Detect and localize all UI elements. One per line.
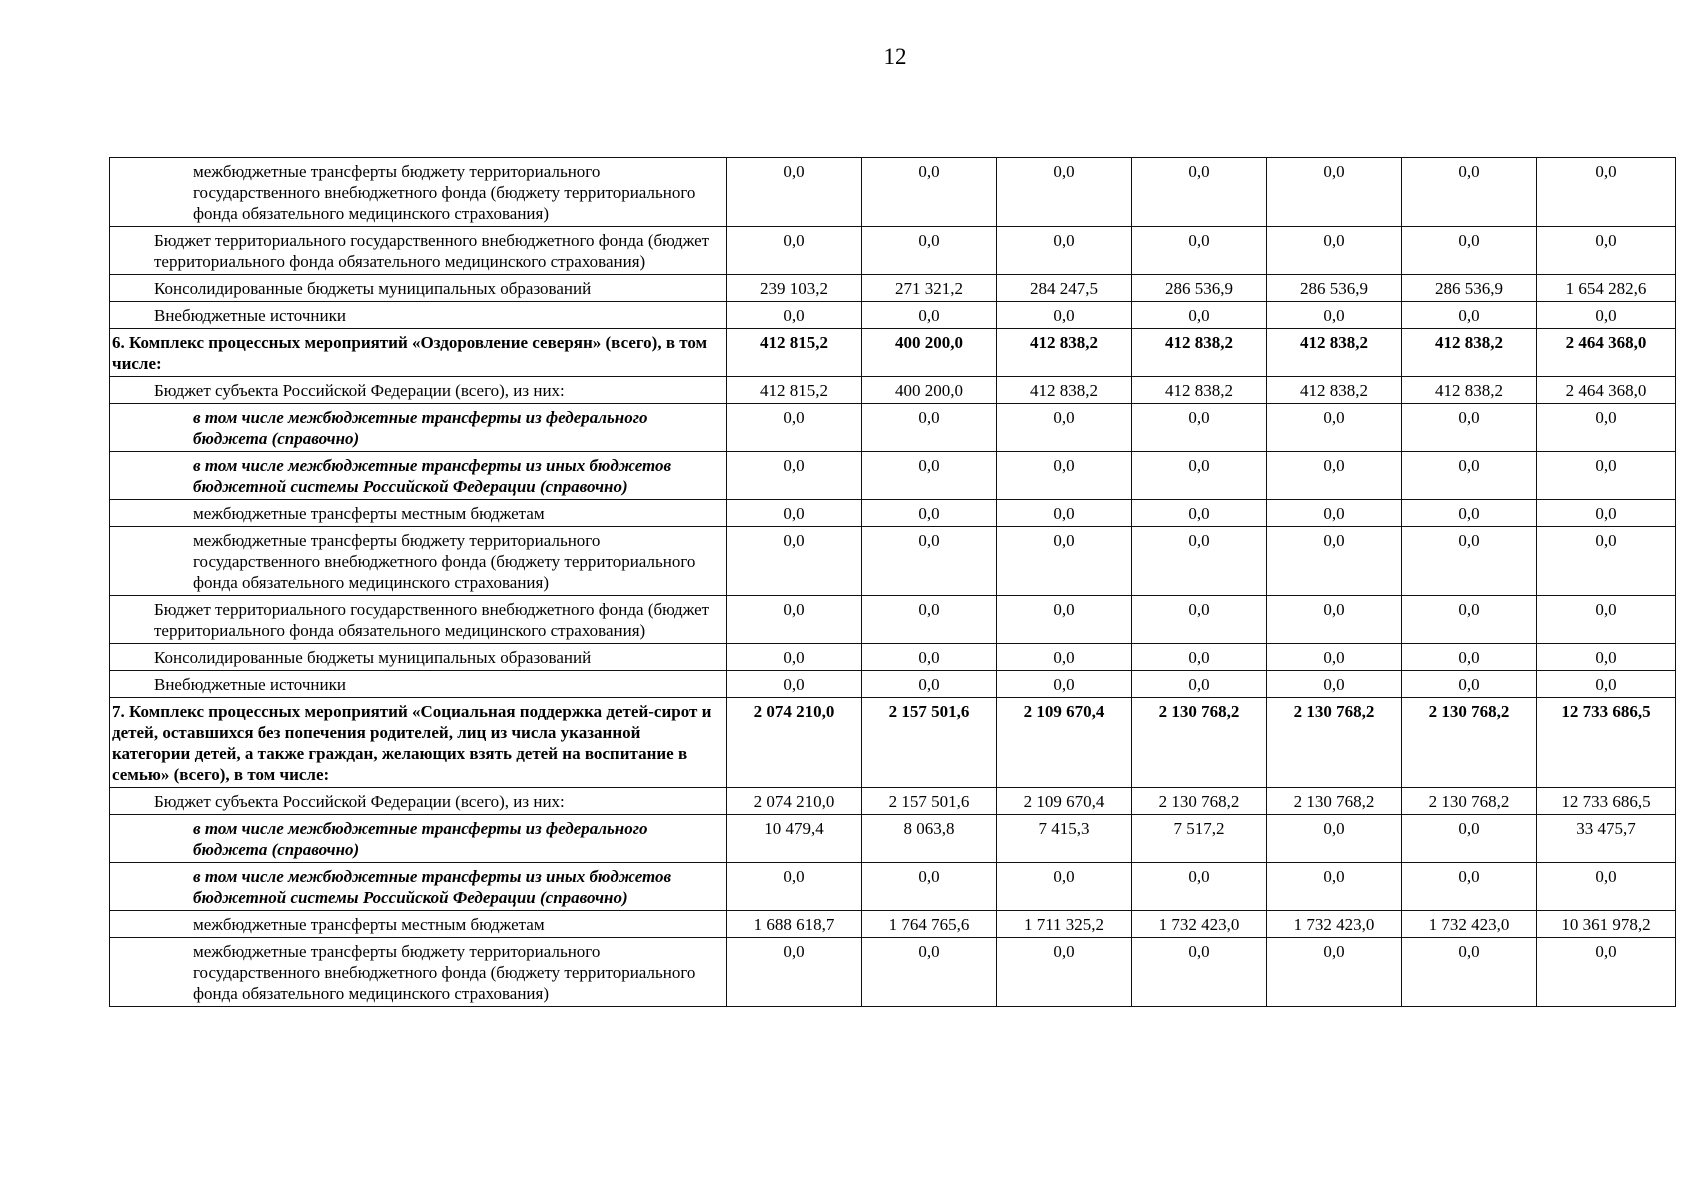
row-value: 0,0 [1267,596,1402,644]
row-value: 239 103,2 [727,275,862,302]
row-label: в том числе межбюджетные трансферты из федерального бюджета (справочно) [110,404,727,452]
row-value: 10 479,4 [727,815,862,863]
row-label: Бюджет территориального государственного внебюджетного фонда (бюджет территориального фонда обязательного медицинского страхования) [110,596,727,644]
row-value: 0,0 [1132,671,1267,698]
row-value: 1 711 325,2 [997,911,1132,938]
row-label: Внебюджетные источники [110,302,727,329]
row-value: 0,0 [1267,863,1402,911]
row-value: 0,0 [1537,452,1676,500]
row-value: 2 130 768,2 [1402,698,1537,788]
row-value: 0,0 [1267,644,1402,671]
row-value: 0,0 [1267,500,1402,527]
row-value: 0,0 [1267,158,1402,227]
row-value: 0,0 [862,452,997,500]
row-value: 0,0 [997,527,1132,596]
row-value: 0,0 [862,596,997,644]
row-value: 0,0 [727,644,862,671]
row-value: 0,0 [1537,158,1676,227]
row-value: 0,0 [1267,404,1402,452]
page-number: 12 [883,44,907,69]
row-value: 0,0 [1537,302,1676,329]
table-row [110,158,1676,227]
row-value: 0,0 [1132,596,1267,644]
row-value: 8 063,8 [862,815,997,863]
row-value: 2 074 210,0 [727,698,862,788]
row-label: Консолидированные бюджеты муниципальных образований [110,275,727,302]
row-value: 412 838,2 [1267,377,1402,404]
row-value: 0,0 [1132,302,1267,329]
row-value: 0,0 [997,302,1132,329]
row-value: 271 321,2 [862,275,997,302]
row-value: 0,0 [1267,452,1402,500]
row-label: межбюджетные трансферты бюджету территориального государственного внебюджетного фонда (бюджету территориального фонда обязательного медицинского страхования) [110,527,727,596]
table-row [110,911,1676,938]
row-value: 0,0 [862,527,997,596]
row-value: 0,0 [727,500,862,527]
row-label: Бюджет субъекта Российской Федерации (всего), из них: [110,377,727,404]
row-value: 0,0 [1537,938,1676,1007]
table-row [110,452,1676,500]
row-value: 0,0 [1537,671,1676,698]
row-value: 0,0 [1402,227,1537,275]
row-label: в том числе межбюджетные трансферты из иных бюджетов бюджетной системы Российской Федерации (справочно) [110,863,727,911]
table-row [110,596,1676,644]
row-value: 412 838,2 [1267,329,1402,377]
row-label: в том числе межбюджетные трансферты из иных бюджетов бюджетной системы Российской Федерации (справочно) [110,452,727,500]
table-row [110,275,1676,302]
row-label: Консолидированные бюджеты муниципальных образований [110,644,727,671]
row-value: 0,0 [1132,404,1267,452]
row-value: 0,0 [1537,644,1676,671]
row-value: 2 130 768,2 [1132,698,1267,788]
row-value: 33 475,7 [1537,815,1676,863]
row-value: 0,0 [1537,404,1676,452]
row-value: 0,0 [997,671,1132,698]
row-value: 0,0 [1267,227,1402,275]
row-value: 0,0 [1267,671,1402,698]
table-row [110,698,1676,788]
row-value: 0,0 [1402,671,1537,698]
row-value: 0,0 [1132,527,1267,596]
row-value: 0,0 [727,671,862,698]
row-value: 0,0 [862,302,997,329]
row-value: 0,0 [1132,863,1267,911]
row-value: 0,0 [1402,644,1537,671]
table-row [110,500,1676,527]
row-value: 0,0 [1267,527,1402,596]
row-value: 412 838,2 [1132,377,1267,404]
table-row [110,788,1676,815]
row-value: 412 838,2 [1402,329,1537,377]
row-value: 2 130 768,2 [1402,788,1537,815]
row-value: 0,0 [727,938,862,1007]
row-value: 0,0 [1402,302,1537,329]
table-row [110,527,1676,596]
row-value: 0,0 [997,596,1132,644]
row-value: 2 130 768,2 [1267,788,1402,815]
row-label: межбюджетные трансферты местным бюджетам [110,911,727,938]
row-value: 0,0 [1402,863,1537,911]
row-value: 0,0 [1402,815,1537,863]
row-value: 0,0 [1267,815,1402,863]
row-value: 400 200,0 [862,377,997,404]
row-value: 1 688 618,7 [727,911,862,938]
row-value: 0,0 [1132,644,1267,671]
row-value: 0,0 [997,158,1132,227]
row-value: 0,0 [862,671,997,698]
table-row [110,329,1676,377]
row-value: 0,0 [1132,227,1267,275]
row-label: 6. Комплекс процессных мероприятий «Оздоровление северян» (всего), в том числе: [110,329,727,377]
row-value: 2 109 670,4 [997,788,1132,815]
row-label: в том числе межбюджетные трансферты из федерального бюджета (справочно) [110,815,727,863]
row-value: 0,0 [862,500,997,527]
row-value: 0,0 [862,644,997,671]
row-value: 286 536,9 [1267,275,1402,302]
row-value: 12 733 686,5 [1537,698,1676,788]
row-value: 0,0 [1402,527,1537,596]
row-value: 412 838,2 [997,377,1132,404]
row-value: 412 838,2 [1132,329,1267,377]
row-value: 0,0 [997,644,1132,671]
row-value: 7 415,3 [997,815,1132,863]
row-value: 0,0 [862,404,997,452]
row-value: 10 361 978,2 [1537,911,1676,938]
row-value: 412 815,2 [727,329,862,377]
row-value: 2 130 768,2 [1132,788,1267,815]
row-value: 0,0 [727,302,862,329]
row-value: 0,0 [1402,452,1537,500]
table-row [110,671,1676,698]
table-row [110,302,1676,329]
row-value: 0,0 [1402,938,1537,1007]
row-value: 0,0 [1132,452,1267,500]
table-row [110,815,1676,863]
row-value: 0,0 [1132,938,1267,1007]
row-label: 7. Комплекс процессных мероприятий «Социальная поддержка детей-сирот и детей, оставшихся без попечения родителей, лиц из числа указанной категории детей, а также граждан, желающих взять детей на воспитание в семью» (всего), в том числе: [110,698,727,788]
table-row [110,863,1676,911]
row-value: 0,0 [1537,500,1676,527]
row-value: 1 764 765,6 [862,911,997,938]
row-label: Внебюджетные источники [110,671,727,698]
row-value: 0,0 [1132,500,1267,527]
row-value: 0,0 [727,404,862,452]
table-row [110,377,1676,404]
row-label: межбюджетные трансферты бюджету территориального государственного внебюджетного фонда (бюджету территориального фонда обязательного медицинского страхования) [110,158,727,227]
row-label: Бюджет субъекта Российской Федерации (всего), из них: [110,788,727,815]
row-value: 0,0 [997,938,1132,1007]
table-row [110,227,1676,275]
table-row [110,644,1676,671]
row-value: 0,0 [997,404,1132,452]
row-value: 0,0 [727,527,862,596]
budget-table [109,157,1676,1007]
row-value: 0,0 [862,227,997,275]
row-value: 412 838,2 [997,329,1132,377]
row-value: 0,0 [1537,527,1676,596]
row-value: 0,0 [997,500,1132,527]
row-value: 12 733 686,5 [1537,788,1676,815]
row-value: 1 732 423,0 [1402,911,1537,938]
row-value: 0,0 [1402,596,1537,644]
row-value: 0,0 [1402,404,1537,452]
row-value: 0,0 [1267,938,1402,1007]
row-label: межбюджетные трансферты местным бюджетам [110,500,727,527]
row-value: 0,0 [1537,227,1676,275]
row-value: 286 536,9 [1402,275,1537,302]
row-value: 1 732 423,0 [1132,911,1267,938]
table-row [110,404,1676,452]
row-value: 1 654 282,6 [1537,275,1676,302]
row-value: 0,0 [862,158,997,227]
row-value: 0,0 [727,452,862,500]
row-value: 2 157 501,6 [862,698,997,788]
row-value: 2 464 368,0 [1537,377,1676,404]
row-value: 400 200,0 [862,329,997,377]
row-value: 412 815,2 [727,377,862,404]
row-value: 0,0 [997,863,1132,911]
row-value: 0,0 [862,938,997,1007]
row-value: 0,0 [727,158,862,227]
row-value: 7 517,2 [1132,815,1267,863]
row-label: Бюджет территориального государственного внебюджетного фонда (бюджет территориального фонда обязательного медицинского страхования) [110,227,727,275]
row-value: 2 464 368,0 [1537,329,1676,377]
row-value: 2 109 670,4 [997,698,1132,788]
row-value: 0,0 [727,596,862,644]
row-value: 0,0 [997,227,1132,275]
row-value: 0,0 [1132,158,1267,227]
row-value: 2 074 210,0 [727,788,862,815]
row-value: 0,0 [727,227,862,275]
row-value: 0,0 [727,863,862,911]
row-value: 0,0 [1537,596,1676,644]
row-value: 0,0 [862,863,997,911]
row-value: 284 247,5 [997,275,1132,302]
row-value: 0,0 [1537,863,1676,911]
row-value: 0,0 [1402,158,1537,227]
row-value: 2 157 501,6 [862,788,997,815]
table-row [110,938,1676,1007]
row-value: 0,0 [1402,500,1537,527]
budget-table-body [110,158,1676,1007]
row-value: 2 130 768,2 [1267,698,1402,788]
row-value: 1 732 423,0 [1267,911,1402,938]
row-value: 0,0 [1267,302,1402,329]
row-label: межбюджетные трансферты бюджету территориального государственного внебюджетного фонда (бюджету территориального фонда обязательного медицинского страхования) [110,938,727,1007]
row-value: 0,0 [997,452,1132,500]
row-value: 286 536,9 [1132,275,1267,302]
row-value: 412 838,2 [1402,377,1537,404]
